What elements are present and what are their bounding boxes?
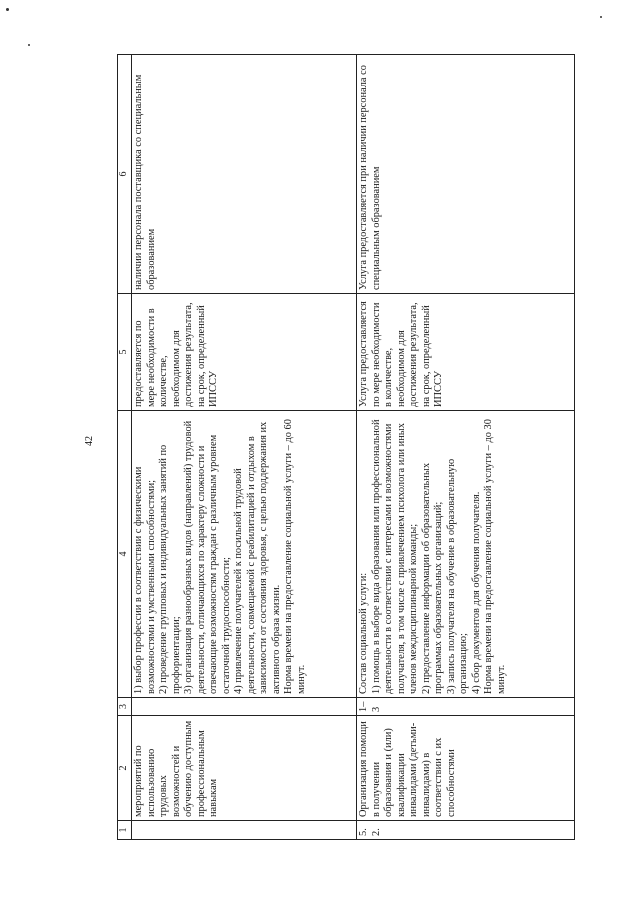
header-cell: 1 — [118, 821, 132, 840]
page-number: 42 — [84, 436, 95, 446]
header-cell: 5 — [118, 294, 132, 411]
period-cell: 1–3 — [357, 698, 575, 716]
staff-cell: наличии персонала поставщика со специальным образованием — [132, 55, 357, 294]
service-content-cell — [357, 411, 575, 698]
header-cell: 6 — [118, 55, 132, 294]
period-cell — [132, 698, 357, 716]
content-item: 3) запись получателя на обучение в образовательную организацию; — [445, 458, 469, 694]
table-header-row — [118, 55, 132, 840]
content-item: 2) проведение групповых и индивидуальных занятий по профориентации; — [158, 444, 182, 694]
table-row — [132, 55, 357, 840]
scan-speck — [28, 44, 30, 46]
content-item: 4) сбор документов для обучения получателя. — [470, 491, 482, 694]
service-content-cell — [132, 411, 357, 698]
conditions-cell: Услуга предоставляется по мере необходимости в количестве, необходимом для достижения результата, на срок, определенный ИПССУ — [357, 294, 575, 411]
service-name-cell: Организация помощи в получении образования и (или) квалификации инвалидами (детьми-инвалидами) в соответствии с их способностями — [357, 716, 575, 821]
header-cell: 3 — [118, 698, 132, 716]
service-name-cell: мероприятий по использованию трудовых возможностей и обучению доступным профессиональным навыкам — [132, 716, 357, 821]
header-cell: 4 — [118, 411, 132, 698]
content-item: 1) выбор профессии в соответствии с физическими возможностями и умственными способностями; — [133, 466, 157, 694]
header-cell: 2 — [118, 716, 132, 821]
content-item: Состав социальной услуги: — [358, 572, 369, 694]
scan-speck — [600, 16, 602, 18]
content-item: 4) привлечение получателей к посильной трудовой деятельности, совмещаемой с реабилитацией и отдыхом в зависимости от состояния здоровья, с целью поддержания их активного образа жизни. — [233, 421, 282, 694]
content-item: Норма времени на предоставление социальной услуги – до 60 минут. — [283, 419, 307, 694]
content-item: 1) помощь в выборе вида образования или профессиональной деятельности в соответствии с интересами и возможностями получателя, в том числе с привлечением психолога или иных членов междисциплинарной команды; — [370, 419, 419, 694]
rotated-table-wrapper — [117, 55, 577, 840]
row-number-cell: 5.2. — [357, 821, 575, 840]
staff-cell: Услуга предоставляется при наличии персонала со специальным образованием — [357, 55, 575, 294]
content-item: Норма времени на предоставление социальной услуги – до 30 минут. — [483, 419, 507, 694]
row-number-cell — [132, 821, 357, 840]
table-row — [357, 55, 575, 840]
scan-speck — [6, 8, 9, 11]
conditions-cell: предоставляется по мере необходимости в количестве, необходимом для достижения результата, на срок, определенный ИПССУ — [132, 294, 357, 411]
services-table — [117, 54, 575, 840]
content-item: 3) организация разнообразных видов (направлений) трудовой деятельности, отличающихся по характеру сложности и отвечающие возможностям граждан с различным уровнем остаточной трудоспособности; — [183, 420, 232, 694]
content-item: 2) предоставление информации об образовательных программах образовательных организаций; — [420, 462, 444, 694]
